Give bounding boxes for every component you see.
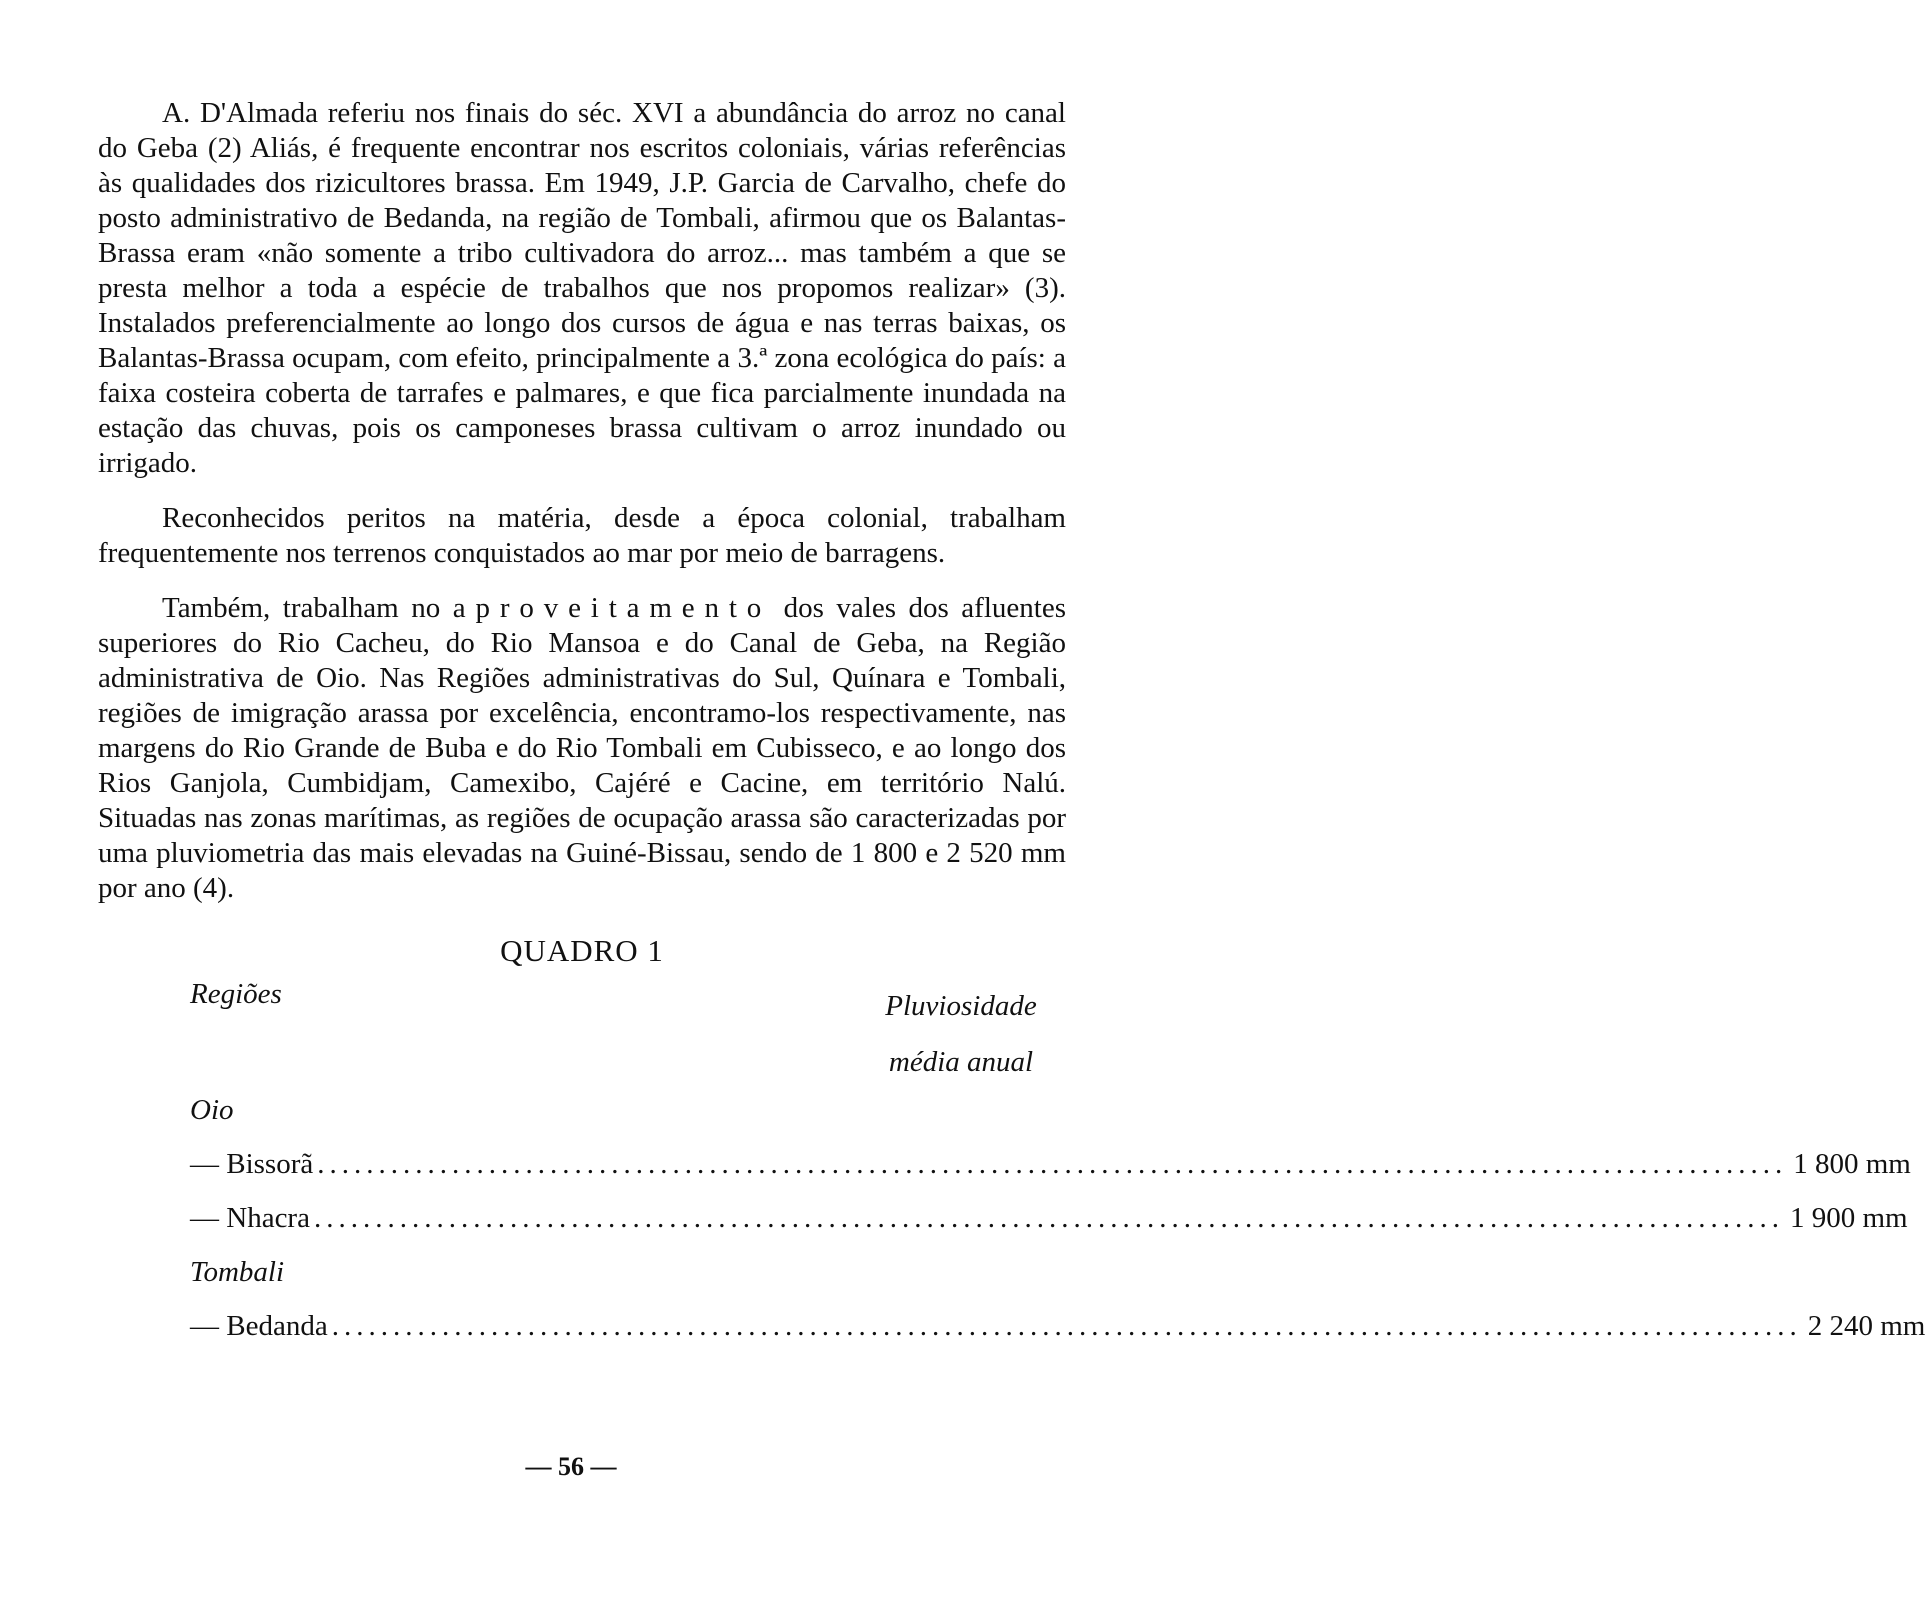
region-label: Oio: [190, 1094, 234, 1126]
row-value: 1 900 mm: [1789, 1202, 1908, 1234]
table-row: [190, 1198, 1908, 1252]
row-value: 2 240 mm: [1807, 1310, 1925, 1342]
leader-dots: ........................................................................................................................: [317, 1148, 1788, 1180]
row-label: — Bedanda: [190, 1310, 328, 1342]
column-header-rainfall-line1: Pluviosidade: [885, 990, 1037, 1022]
row-value: 1 800 mm: [1793, 1148, 1911, 1180]
row-label: — Nhacra: [190, 1202, 310, 1234]
row-label: — Bissorã: [190, 1148, 314, 1180]
table-header: [98, 978, 1066, 1090]
paragraph-3-rest: dos vales dos afluentes superiores do Rio Cacheu, do Rio Mansoa e do Canal de Geba, na Região administrativa de Oio. Nas Regiões administrativas do Sul, Quínara e Tombali, regiões de imigração arassa por excelência, encontramo-los respectivamente, nas margens do Rio Grande de Buba e do Rio Tombali em Cubisseco, e ao longo dos Rios Ganjola, Cumbidjam, Camexibo, Cajéré e Cacine, em território Nalú. Situadas nas zonas marítimas, as regiões de ocupação arassa são caracterizadas por uma pluviometria das mais elevadas na Guiné-Bissau, sendo de 1 800 e 2 520 mm por ano (4).: [98, 592, 1066, 904]
spaced-word: aproveitamento: [452, 592, 772, 624]
leader-dots: ........................................................................................................................: [331, 1310, 1802, 1342]
page-number: — 56 —: [525, 1452, 617, 1481]
paragraph-2: Reconhecidos peritos na matéria, desde a época colonial, trabalham frequentemente nos terrenos conquistados ao mar por meio de barragens.: [98, 502, 1066, 569]
table-title: QUADRO 1: [500, 933, 664, 968]
rainfall-table: [98, 978, 1925, 1360]
table-row: [190, 1144, 1911, 1198]
column-header-regions: Regiões: [190, 978, 282, 1010]
document-page: [98, 96, 1925, 1360]
paragraph-3: [98, 591, 1066, 906]
column-header-rainfall-line2: média anual: [888, 1046, 1034, 1078]
paragraph-1: A. D'Almada referiu nos finais do séc. XVI a abundância do arroz no canal do Geba (2) Aliás, é frequente encontrar nos escritos coloniais, várias referências às qualidades dos rizicultores brassa. Em 1949, J.P. Garcia de Carvalho, chefe do posto administrativo de Bedanda, na região de Tombali, afirmou que os Balantas-Brassa eram «não somente a tribo cultivadora do arroz... mas também a que se presta melhor a toda a espécie de trabalhos que nos propomos realizar» (3). Instalados preferencialmente ao longo dos cursos de água e nas terras baixas, os Balantas-Brassa ocupam, com efeito, principalmente a 3.ª zona ecológica do país: a faixa costeira coberta de tarrafes e palmares, e que fica parcialmente inundada na estação das chuvas, pois os camponeses brassa cultivam o arroz inundado ou irrigado.: [98, 97, 1066, 479]
table-row: [190, 1306, 1925, 1360]
region-label: Tombali: [190, 1256, 285, 1288]
leader-dots: ........................................................................................................................: [313, 1202, 1784, 1234]
paragraph-3-start: Também, trabalham no: [162, 592, 453, 624]
column-header-rainfall: [856, 978, 1066, 1090]
